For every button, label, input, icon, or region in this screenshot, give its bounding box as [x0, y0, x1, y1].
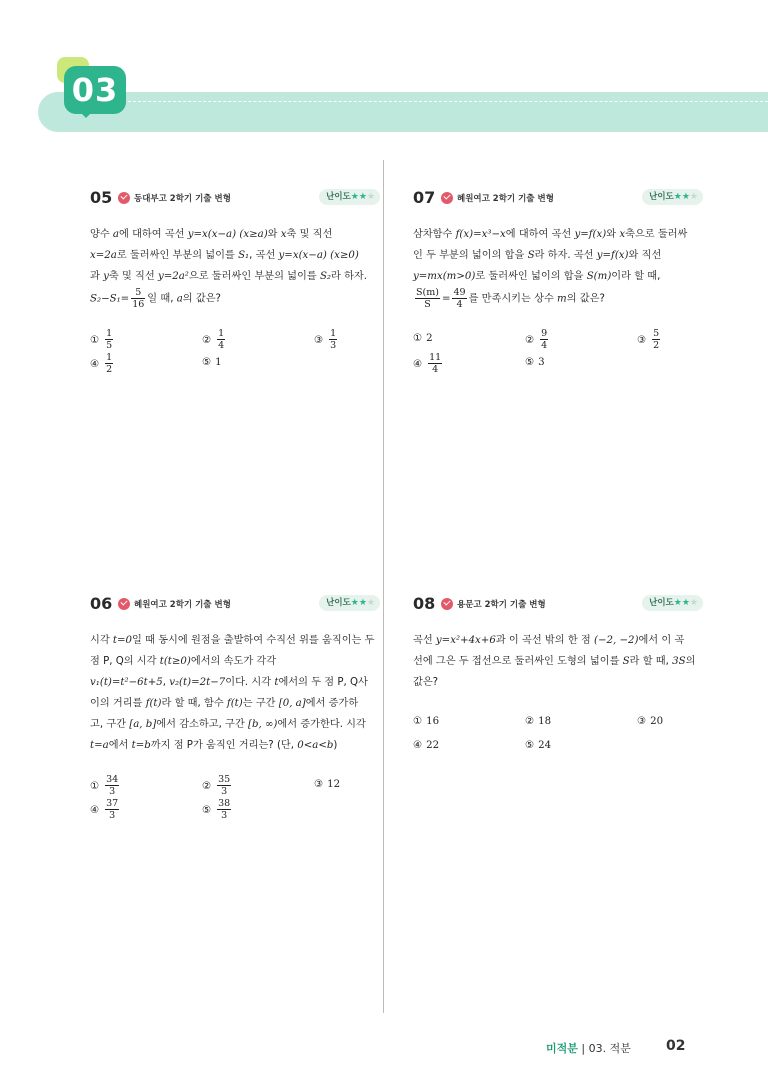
math-expression: y=x(x−a)	[278, 250, 327, 261]
math-expression: x	[619, 229, 626, 240]
fraction-numerator: 1	[218, 328, 225, 339]
text-segment: 는 구간	[242, 698, 279, 709]
header-dash-line	[128, 101, 768, 102]
problem-number: 06	[90, 594, 113, 613]
answer-choice[interactable]	[525, 352, 545, 374]
text-segment: 이다. 시각	[225, 677, 275, 688]
choice-number: ④	[90, 358, 100, 370]
fraction-numerator: 1	[106, 328, 113, 339]
problem-number: 05	[90, 188, 113, 207]
answer-choice[interactable]	[202, 328, 227, 352]
text-segment: 곡선	[413, 635, 436, 646]
fraction-denominator: S	[424, 299, 431, 310]
fraction-numerator: S(m)	[416, 287, 439, 298]
fraction	[105, 328, 113, 351]
problem-header	[413, 596, 703, 616]
math-expression: f(t)	[226, 698, 243, 709]
text-segment: 에서의 두 점 P, Q사	[278, 677, 368, 688]
fraction-denominator: 16	[132, 299, 145, 310]
problem-line	[413, 245, 703, 266]
problem-line	[413, 630, 703, 651]
fraction	[105, 798, 119, 821]
math-expression: [a, b]	[129, 719, 157, 730]
text-segment: 선에 그은 두 접선으로 둘러싸인 도형의 넓이를	[413, 656, 623, 667]
choice-value: 3	[538, 357, 545, 368]
problem-05	[90, 190, 380, 388]
text-segment: 시각	[90, 635, 113, 646]
problem-line	[90, 630, 380, 651]
text-segment: 에서 증가하	[305, 698, 359, 709]
text-segment: 의 값은?	[566, 293, 605, 305]
math-expression: S₂−S₁=	[90, 293, 130, 305]
chapter-badge-tail	[78, 110, 94, 118]
problem-header	[413, 190, 703, 210]
math-expression: S(m)	[586, 271, 612, 282]
fraction	[105, 774, 119, 797]
text-segment: 라 할 때,	[629, 656, 673, 667]
star-icon: ★	[366, 598, 375, 608]
star-icon: ★	[673, 192, 682, 202]
problem-line	[90, 224, 380, 245]
answer-choice[interactable]	[90, 774, 121, 798]
math-expression: S₂	[319, 271, 332, 282]
problem-number: 07	[413, 188, 436, 207]
text-segment: ,	[162, 677, 170, 688]
text-segment: 일 때,	[147, 293, 177, 305]
fraction-numerator: 38	[218, 798, 231, 809]
choice-number: ④	[413, 358, 423, 370]
problem-source: 혜원여고 2학기 기출 변형	[457, 194, 554, 204]
choice-number: ⑤	[525, 740, 535, 751]
answer-choice[interactable]	[202, 352, 222, 374]
choice-number: ⑤	[202, 804, 212, 816]
choice-value: 16	[426, 716, 440, 727]
fraction-numerator: 11	[429, 352, 442, 363]
problem-line	[90, 287, 380, 310]
text-segment: 라 하자. 곡선	[534, 250, 597, 261]
choice-number: ⑤	[525, 357, 535, 368]
text-segment: 까지 점 P가 움직인 거리는? (단,	[150, 740, 298, 751]
math-expression: (−2, −2)	[594, 635, 639, 646]
fraction-denominator: 4	[218, 340, 225, 351]
fraction	[105, 352, 113, 375]
text-segment: 에서 이 곡	[638, 635, 685, 646]
text-segment: 축 및 직선	[108, 271, 158, 282]
choice-number: ②	[202, 780, 212, 792]
choice-value: 20	[650, 716, 664, 727]
footer-subject: 미적분	[546, 1042, 578, 1055]
math-expression: [b, ∞)	[247, 719, 278, 730]
math-expression: S₁	[238, 250, 250, 261]
text-segment: 와	[606, 229, 620, 240]
choice-number: ⑤	[202, 357, 212, 368]
text-segment: 삼차함수	[413, 229, 456, 240]
math-expression: t	[274, 677, 279, 688]
text-segment: 과	[90, 271, 104, 282]
text-segment: 에서	[108, 740, 132, 751]
problem-line	[90, 245, 380, 266]
fraction-numerator: 37	[106, 798, 119, 809]
answer-choice[interactable]	[90, 352, 115, 376]
fraction-denominator: 4	[432, 364, 439, 375]
text-segment: 를 만족시키는 상수	[468, 293, 558, 305]
choice-number: ③	[314, 779, 324, 790]
choice-value: 24	[538, 740, 552, 751]
problem-line	[90, 672, 380, 693]
math-expression: y=x(x−a)	[187, 229, 237, 240]
choice-number: ①	[413, 716, 423, 727]
math-expression: v₁(t)=t²−6t+5	[90, 677, 163, 688]
text-segment: 이의 거리를	[90, 698, 146, 709]
choice-value: 2	[426, 333, 433, 344]
fraction	[452, 287, 466, 310]
math-expression: a	[112, 229, 119, 240]
fraction-numerator: 34	[106, 774, 119, 785]
text-segment: 으로 둘러싸인 부분의 넓이를	[188, 271, 320, 282]
math-expression: y	[103, 271, 109, 282]
fraction-denominator: 3	[221, 786, 228, 797]
answer-choices	[413, 328, 703, 388]
fraction-denominator: 3	[109, 786, 116, 797]
fraction	[329, 328, 337, 351]
problem-text	[413, 224, 703, 310]
problem-number: 08	[413, 594, 436, 613]
math-expression: S	[622, 656, 630, 667]
fraction-denominator: 4	[456, 299, 463, 310]
text-segment: 라 하자.	[331, 271, 368, 282]
difficulty-label: 난이도	[649, 192, 674, 202]
answer-choices	[90, 328, 380, 388]
answer-choice[interactable]	[413, 735, 439, 757]
fraction-numerator: 9	[541, 328, 548, 339]
answer-choice[interactable]	[314, 328, 339, 352]
difficulty-label: 난이도	[326, 192, 351, 202]
problem-header	[90, 596, 380, 616]
text-segment: 에서의 속도가 각각	[190, 656, 277, 667]
problem-line	[90, 693, 380, 714]
difficulty-badge	[642, 595, 703, 611]
fraction	[428, 352, 442, 375]
text-segment: 점 P, Q의 시각	[90, 656, 160, 667]
answer-choice[interactable]	[90, 328, 115, 352]
text-segment: , 곡선	[249, 250, 279, 261]
check-icon	[441, 598, 453, 610]
math-expression: (x≥a)	[239, 229, 268, 240]
choice-number: ③	[637, 334, 647, 346]
text-segment: 값은?	[413, 677, 439, 688]
text-segment: 인 두 부분의 넓이의 합을	[413, 250, 528, 261]
text-segment: 와	[267, 229, 281, 240]
fraction-numerator: 49	[453, 287, 466, 298]
math-expression: y=x²+4x+6	[435, 635, 496, 646]
fraction-denominator: 3	[330, 340, 337, 351]
problem-text	[90, 630, 380, 756]
text-segment: 라 할 때, 함수	[161, 698, 227, 709]
choice-number: ④	[90, 804, 100, 816]
text-segment: 에서 증가한다. 시각	[277, 719, 366, 730]
fraction	[217, 774, 231, 797]
fraction-numerator: 5	[131, 287, 145, 299]
difficulty-label: 난이도	[326, 598, 351, 608]
choice-number: ②	[202, 334, 212, 346]
problem-source: 동대부고 2학기 기출 변형	[134, 194, 231, 204]
math-expression: t=a	[90, 740, 109, 751]
math-expression: 3S	[672, 656, 686, 667]
text-segment: 에서 감소하고, 구간	[156, 719, 248, 730]
fraction-denominator: 2	[653, 340, 660, 351]
problem-06	[90, 596, 380, 834]
text-segment: 축으로 둘러싸	[625, 229, 688, 240]
answer-choice[interactable]	[202, 774, 233, 798]
problem-07	[413, 190, 703, 388]
header-band	[38, 92, 768, 132]
choice-number: ②	[525, 334, 535, 346]
fraction	[415, 287, 440, 310]
text-segment: 고, 구간	[90, 719, 130, 730]
problem-header	[90, 190, 380, 210]
answer-choices	[413, 711, 703, 771]
fraction-denominator: 3	[221, 810, 228, 821]
column-divider	[383, 160, 384, 1013]
math-expression: =	[441, 293, 451, 305]
math-expression: m	[557, 293, 567, 305]
answer-choices	[90, 774, 380, 834]
choice-value: 1	[215, 357, 222, 368]
problem-line	[90, 266, 380, 287]
star-icon: ★	[366, 192, 375, 202]
choice-number: ③	[637, 716, 647, 727]
answer-choice[interactable]	[202, 798, 233, 822]
answer-choice[interactable]	[413, 328, 433, 350]
problem-source: 혜원여고 2학기 기출 변형	[134, 600, 231, 610]
problem-text	[413, 630, 703, 693]
math-expression: y=mx(m>0)	[413, 271, 476, 282]
choice-number: ③	[314, 334, 324, 346]
math-expression: t=0	[112, 635, 133, 646]
math-expression: x	[280, 229, 287, 240]
star-icon: ★	[350, 598, 359, 608]
answer-choice[interactable]	[525, 328, 550, 352]
page-number: 02	[666, 1038, 686, 1054]
answer-choice[interactable]	[525, 735, 551, 757]
text-segment: 의 값은?	[182, 293, 221, 305]
fraction	[131, 287, 145, 310]
answer-choice[interactable]	[637, 711, 663, 733]
choice-number: ②	[525, 716, 535, 727]
text-segment: )	[333, 740, 338, 751]
fraction-denominator: 2	[106, 364, 113, 375]
text-segment: 의	[685, 656, 696, 667]
check-icon	[441, 192, 453, 204]
difficulty-badge	[319, 189, 380, 205]
text-segment: 축 및 직선	[286, 229, 333, 240]
text-segment: 로 둘러싸인 부분의 넓이를	[116, 250, 239, 261]
text-segment: 양수	[90, 229, 113, 240]
difficulty-badge	[642, 189, 703, 205]
choice-value: 18	[538, 716, 552, 727]
text-segment: 일 때 동시에 원점을 출발하여 수직선 위를 움직이는 두	[132, 635, 375, 646]
fraction-denominator: 3	[109, 810, 116, 821]
star-icon: ★	[689, 192, 698, 202]
problem-line	[90, 735, 380, 756]
problem-line	[413, 287, 703, 310]
star-icon: ★	[681, 598, 690, 608]
text-segment: 에 대하여 곡선	[119, 229, 188, 240]
fraction	[652, 328, 660, 351]
math-expression: y=2a²	[157, 271, 189, 282]
answer-choice[interactable]	[413, 352, 444, 376]
answer-choice[interactable]	[637, 328, 662, 352]
math-expression: t(t≥0)	[159, 656, 191, 667]
choice-number: ①	[90, 780, 100, 792]
problem-08	[413, 596, 703, 771]
text-segment: 과 이 곡선 밖의 한 점	[495, 635, 594, 646]
answer-choice[interactable]	[525, 711, 551, 733]
text-segment: 로 둘러싸인 넓이의 합을	[475, 271, 587, 282]
choice-value: 22	[426, 740, 440, 751]
footer-chapter: 03. 적분	[588, 1042, 631, 1055]
math-expression: y=f(x)	[574, 229, 607, 240]
math-expression: f(t)	[145, 698, 162, 709]
problem-line	[413, 672, 703, 693]
fraction	[217, 328, 225, 351]
footer-separator: |	[577, 1042, 589, 1055]
fraction	[540, 328, 548, 351]
problem-line	[90, 714, 380, 735]
problem-line	[413, 266, 703, 287]
fraction-denominator: 4	[541, 340, 548, 351]
star-icon: ★	[350, 192, 359, 202]
chapter-badge: 03	[64, 66, 126, 114]
fraction-numerator: 1	[330, 328, 337, 339]
choice-number: ①	[90, 334, 100, 346]
problem-text	[90, 224, 380, 310]
answer-choice[interactable]	[314, 774, 340, 796]
footer-label	[546, 1040, 631, 1056]
fraction-denominator: 5	[106, 340, 113, 351]
text-segment: 에 대하여 곡선	[505, 229, 575, 240]
choice-number: ①	[413, 333, 423, 344]
math-expression: t=b	[131, 740, 151, 751]
star-icon: ★	[358, 192, 367, 202]
star-icon: ★	[673, 598, 682, 608]
text-segment: 이라 할 때,	[611, 271, 661, 282]
answer-choice[interactable]	[90, 798, 121, 822]
math-expression: (x≥0)	[330, 250, 359, 261]
problem-source: 용문고 2학기 기출 변형	[457, 600, 546, 610]
star-icon: ★	[681, 192, 690, 202]
difficulty-label: 난이도	[649, 598, 674, 608]
problem-line	[90, 651, 380, 672]
fraction-numerator: 1	[106, 352, 113, 363]
math-expression: x=2a	[90, 250, 117, 261]
check-icon	[118, 192, 130, 204]
math-expression: S	[527, 250, 535, 261]
math-expression: 0<a<b	[297, 740, 334, 751]
star-icon: ★	[358, 598, 367, 608]
star-icon: ★	[689, 598, 698, 608]
text-segment: 와 직선	[628, 250, 662, 261]
fraction	[217, 798, 231, 821]
math-expression: y=f(x)	[596, 250, 629, 261]
problem-line	[413, 224, 703, 245]
math-expression: a	[176, 293, 183, 305]
answer-choice[interactable]	[413, 711, 439, 733]
check-icon	[118, 598, 130, 610]
math-expression: v₂(t)=2t−7	[169, 677, 226, 688]
fraction-numerator: 35	[218, 774, 231, 785]
math-expression: [0, a]	[278, 698, 306, 709]
difficulty-badge	[319, 595, 380, 611]
problem-line	[413, 651, 703, 672]
choice-number: ④	[413, 740, 423, 751]
math-expression: f(x)=x³−x	[455, 229, 506, 240]
fraction-numerator: 5	[653, 328, 660, 339]
choice-value: 12	[327, 779, 341, 790]
